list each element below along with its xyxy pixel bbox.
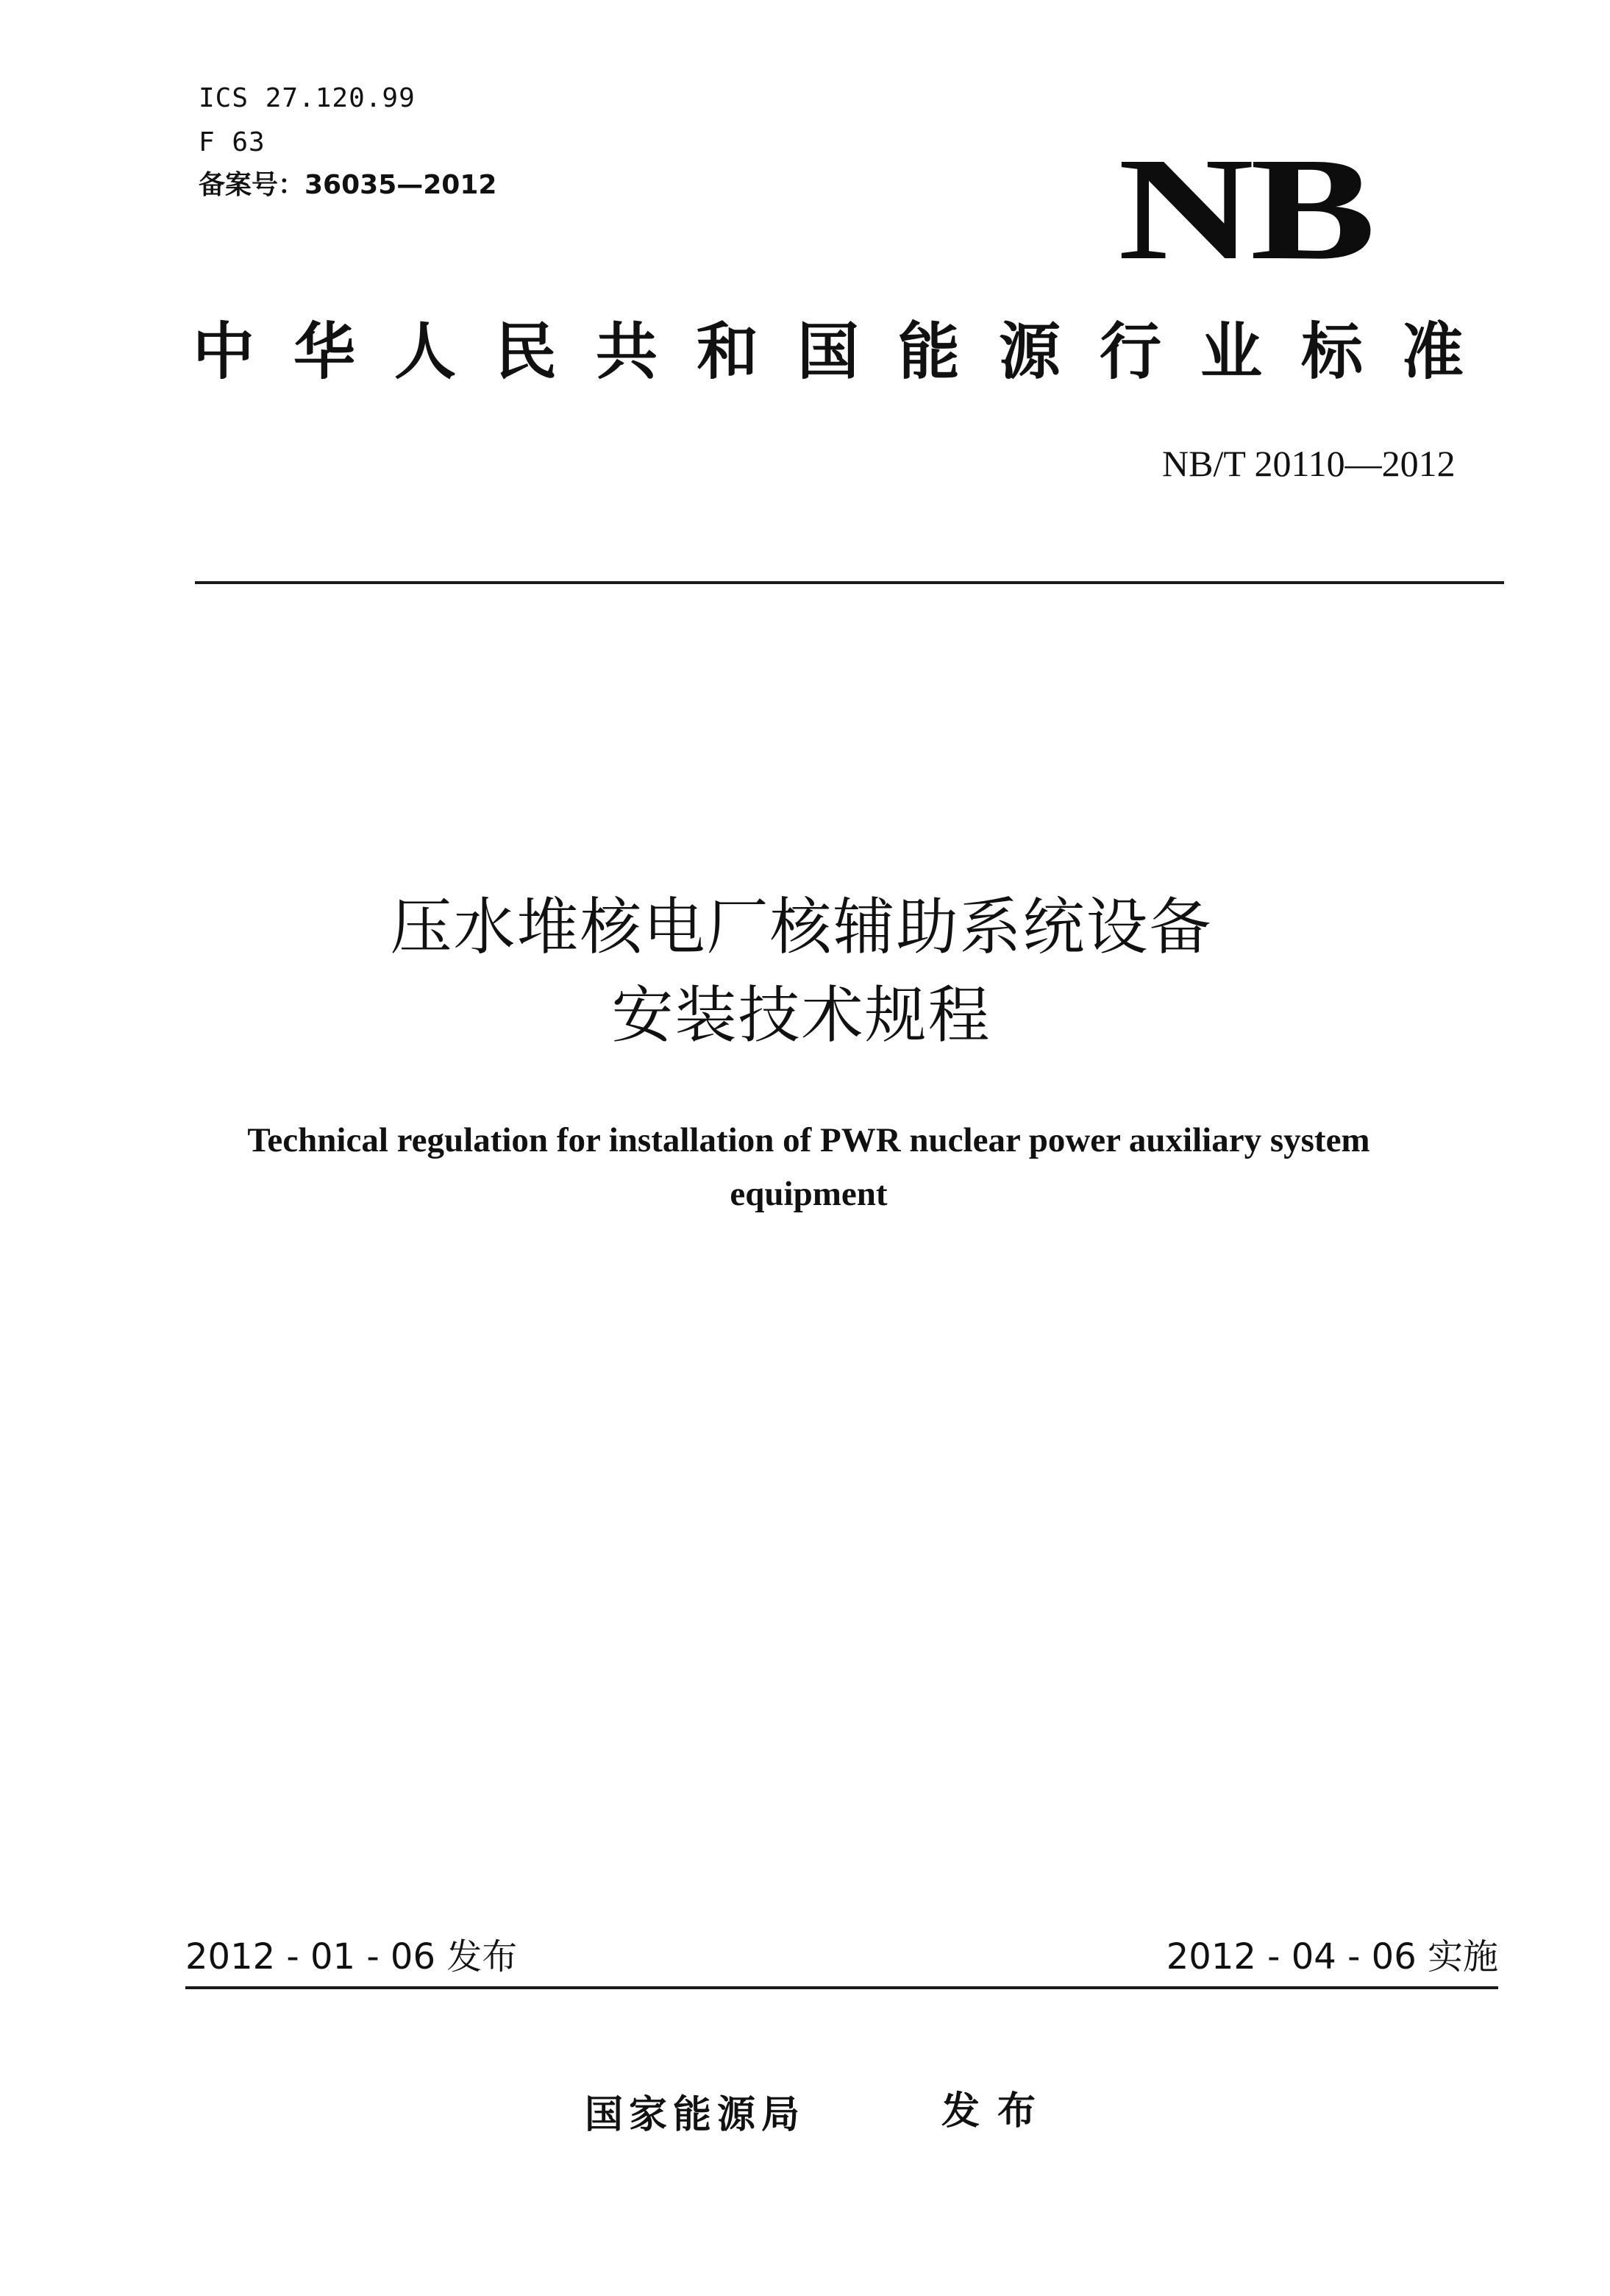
english-title-line-2: equipment bbox=[730, 1175, 888, 1213]
chinese-title-line-2: 安装技术规程 bbox=[611, 979, 991, 1051]
standard-category-title: 中华人民共和国能源行业标准 bbox=[193, 316, 1503, 388]
date-divider bbox=[185, 1986, 1498, 1989]
issue-date: 2012 - 01 - 06 发布 bbox=[185, 1936, 518, 1977]
english-title-line-1: Technical regulation for installation of PWR nuclear power auxiliary system bbox=[247, 1121, 1370, 1159]
issuing-authority: 国家能源局 bbox=[585, 2093, 806, 2137]
record-number: 备案号：36035—2012 bbox=[199, 170, 497, 200]
issuing-action: 发布 bbox=[941, 2089, 1054, 2133]
header-divider bbox=[195, 581, 1504, 584]
chinese-title-line-1: 压水堆核电厂核辅助系统设备 bbox=[390, 891, 1213, 963]
standard-number: NB/T 20110—2012 bbox=[1162, 443, 1456, 484]
implementation-date: 2012 - 04 - 06 实施 bbox=[1166, 1936, 1498, 1977]
nb-logo: NB bbox=[1118, 128, 1372, 291]
ics-code: ICS 27.120.99 bbox=[199, 83, 416, 113]
ccs-code: F 63 bbox=[199, 127, 266, 157]
